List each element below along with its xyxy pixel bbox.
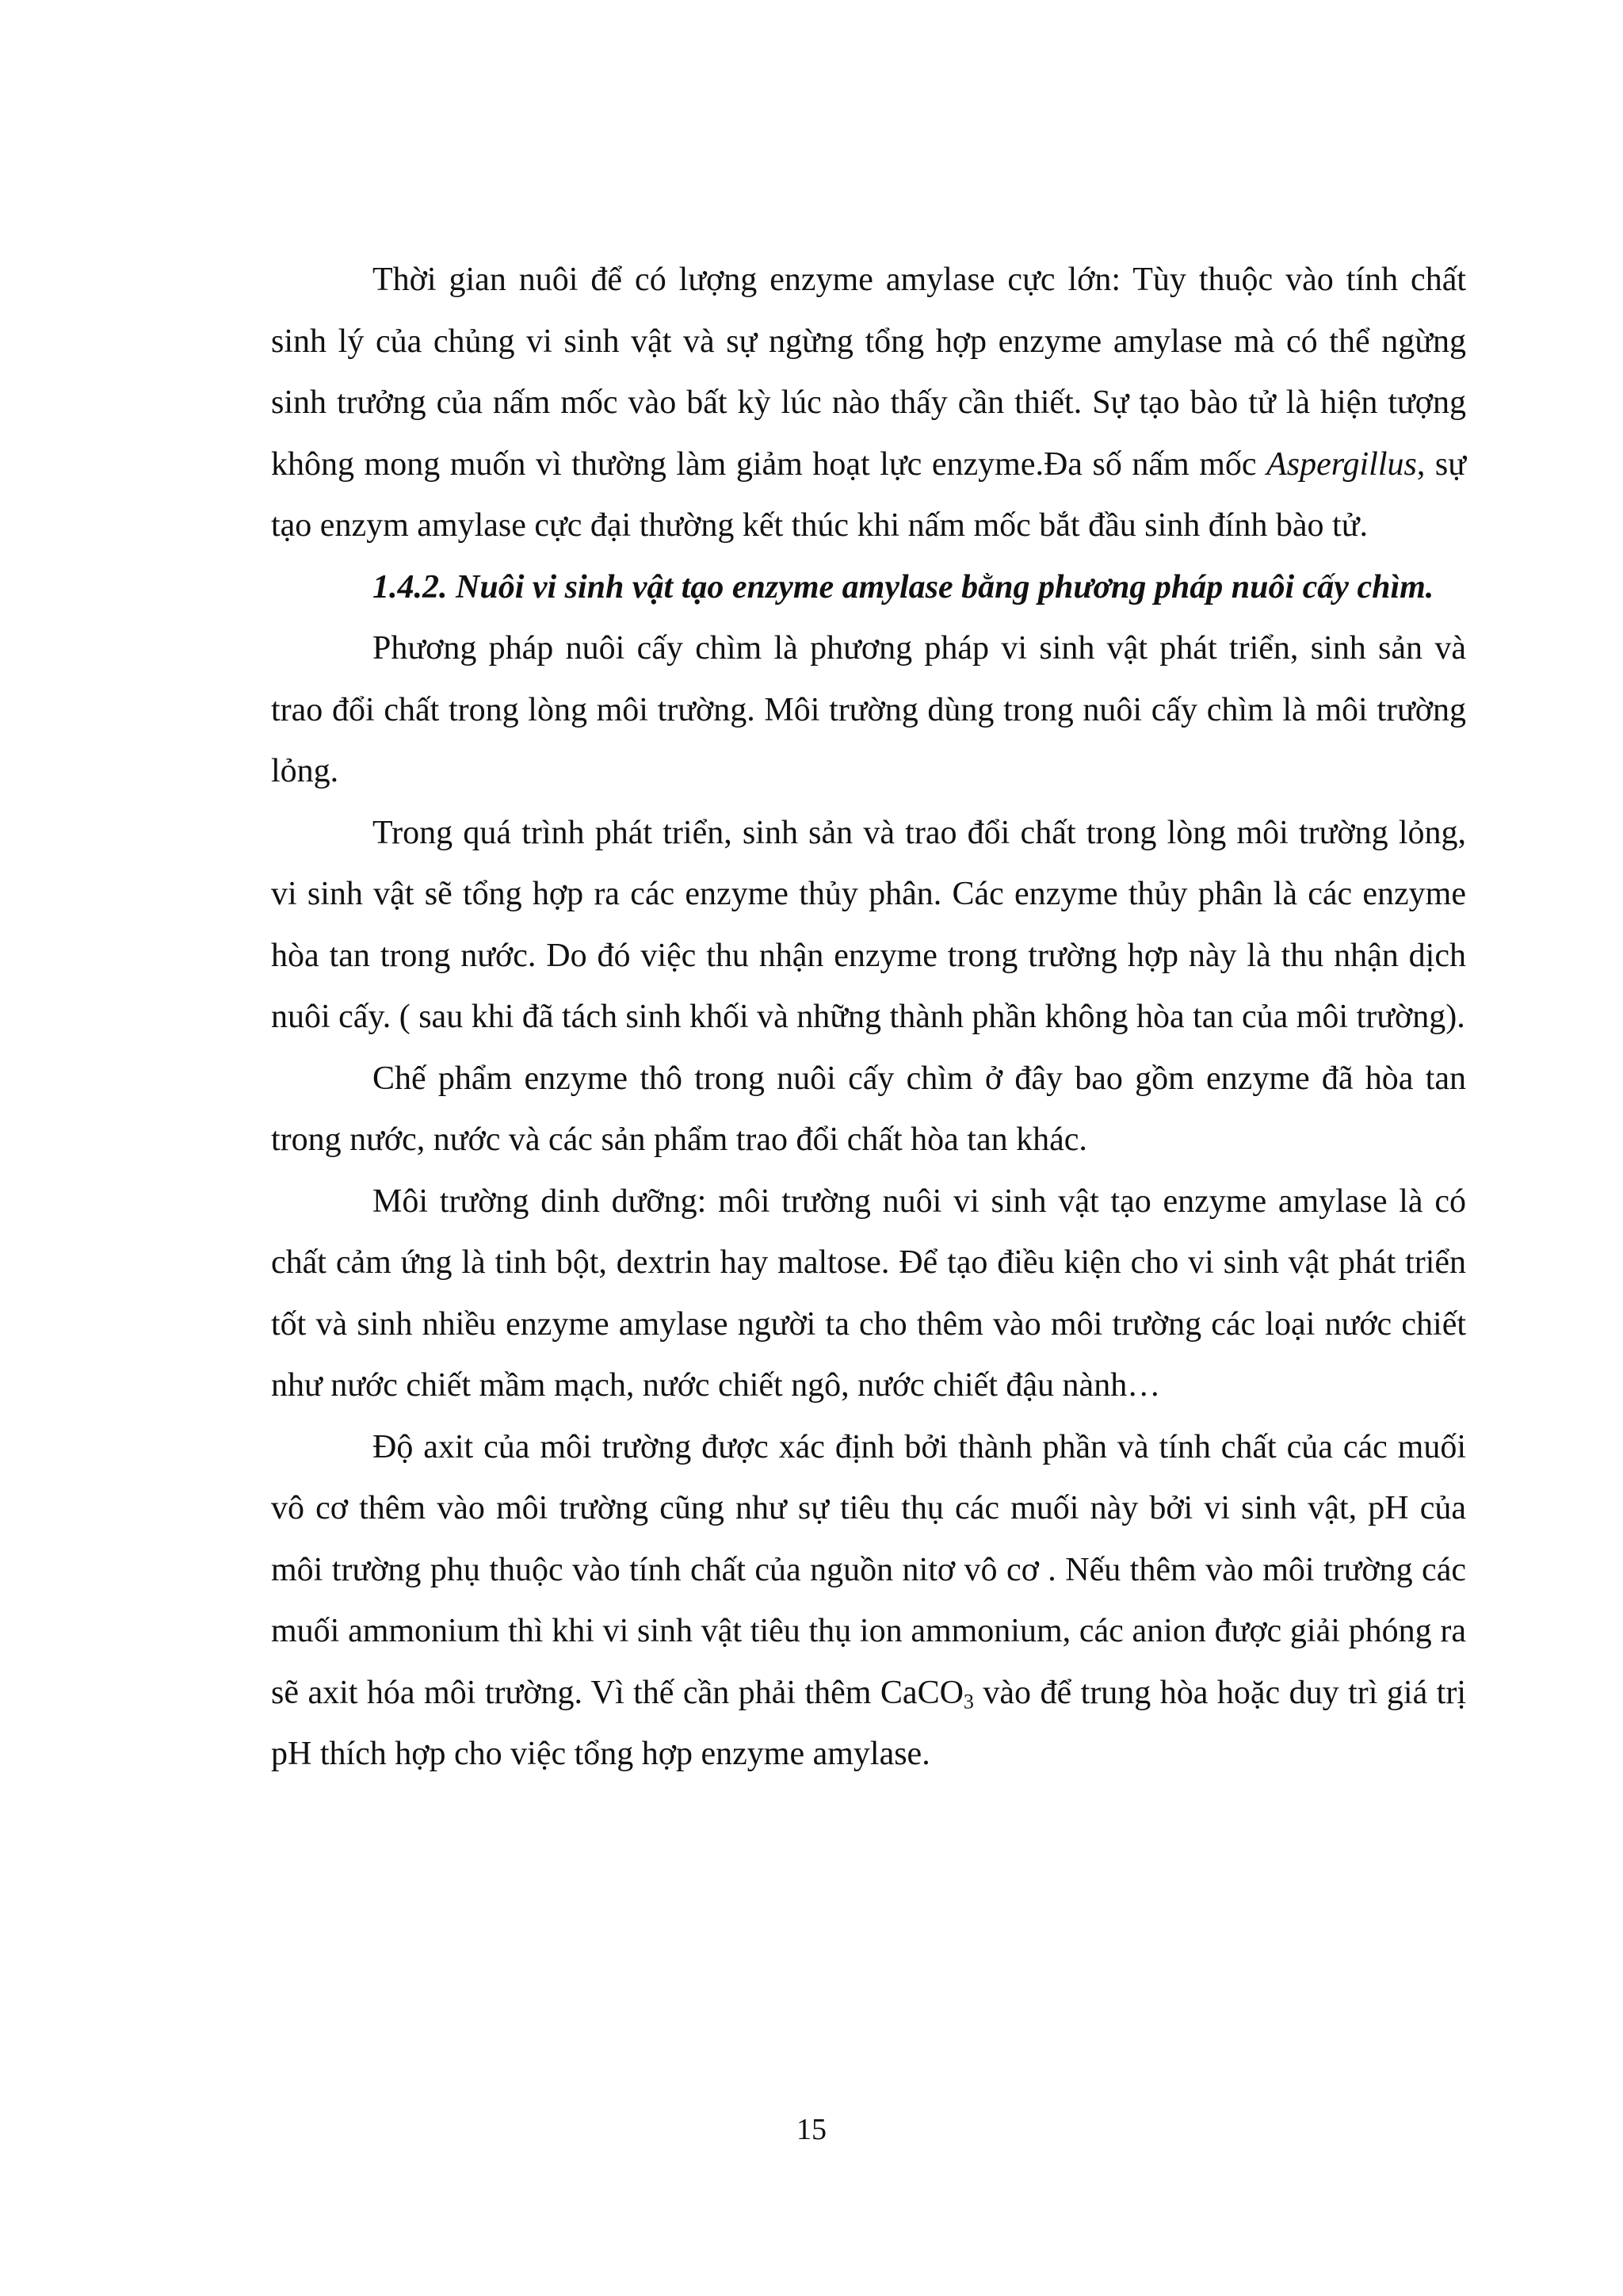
paragraph-medium-acidity-tail: vào để trung hòa hoặc duy trì giá trị pH thích hợp cho việc tổng hợp enzyme amylase.: [271, 1674, 1467, 1772]
page-content: [271, 250, 1466, 1786]
paragraph-hydrolytic-enzymes: Trong quá trình phát triển, sinh sản và trao đổi chất trong lòng môi trường lỏng, vi sinh vật sẽ tổng hợp ra các enzyme thủy phân. Các enzyme thủy phân là các enzyme hòa tan trong nước. Do đó việc thu nhận enzyme trong trường hợp này là thu nhận dịch nuôi cấy. ( sau khi đã tách sinh khối và những thành phần không hòa tan của môi trường).: [271, 814, 1466, 1035]
paragraph-culture-time-text: Thời gian nuôi để có lượng enzyme amylase cực lớn: Tùy thuộc vào tính chất sinh lý của chủng vi sinh vật và sự ngừng tổng hợp enzyme amylase mà có thể ngừng sinh trưởng của nấm mốc vào bất kỳ lúc nào thấy cần thiết. Sự tạo bào tử là hiện tượng không mong muốn vì thường làm giảm hoạt lực enzyme.Đa số nấm mốc: [271, 262, 1466, 483]
paragraph-crude-enzyme: Chế phẩm enzyme thô trong nuôi cấy chìm ở đây bao gồm enzyme đã hòa tan trong nước, nước và các sản phẩm trao đổi chất hòa tan khác.: [271, 1060, 1466, 1158]
paragraph-medium-acidity: [271, 1417, 1466, 1786]
paragraph-culture-time: [271, 250, 1466, 557]
section-heading-1-4-2: 1.4.2. Nuôi vi sinh vật tạo enzyme amylase bằng phương pháp nuôi cấy chìm.: [372, 568, 1434, 606]
paragraph-nutrient-medium: Môi trường dinh dưỡng: môi trường nuôi vi sinh vật tạo enzyme amylase là có chất cảm ứng là tinh bột, dextrin hay maltose. Để tạo điều kiện cho vi sinh vật phát triển tốt và sinh nhiều enzyme amylase người ta cho thêm vào môi trường các loại nước chiết như nước chiết mầm mạch, nước chiết ngô, nước chiết đậu nành…: [271, 1182, 1466, 1404]
formula-subscript: 3: [963, 1690, 974, 1713]
species-name-italic: Aspergillus: [1266, 445, 1417, 483]
paragraph-medium-acidity-text: Độ axit của môi trường được xác định bởi thành phần và tính chất của các muối vô cơ thêm vào môi trường cũng như sự tiêu thụ các muối này bởi vi sinh vật, pH của môi trường phụ thuộc vào tính chất của nguồn nitơ vô cơ . Nếu thêm vào môi trường các muối ammonium thì khi vi sinh vật tiêu thụ ion ammonium, các anion được giải phóng ra sẽ axit hóa môi trường. Vì thế cần phải thêm CaCO: [271, 1428, 1466, 1711]
page-number: 15: [796, 2113, 827, 2146]
paragraph-culture-time-tail: , sự tạo enzym amylase cực đại thường kết thúc khi nấm mốc bắt đầu sinh đính bào tử.: [271, 445, 1467, 544]
paragraph-submerged-method: Phương pháp nuôi cấy chìm là phương pháp vi sinh vật phát triển, sinh sản và trao đổi chất trong lòng môi trường. Môi trường dùng trong nuôi cấy chìm là môi trường lỏng.: [271, 630, 1466, 789]
